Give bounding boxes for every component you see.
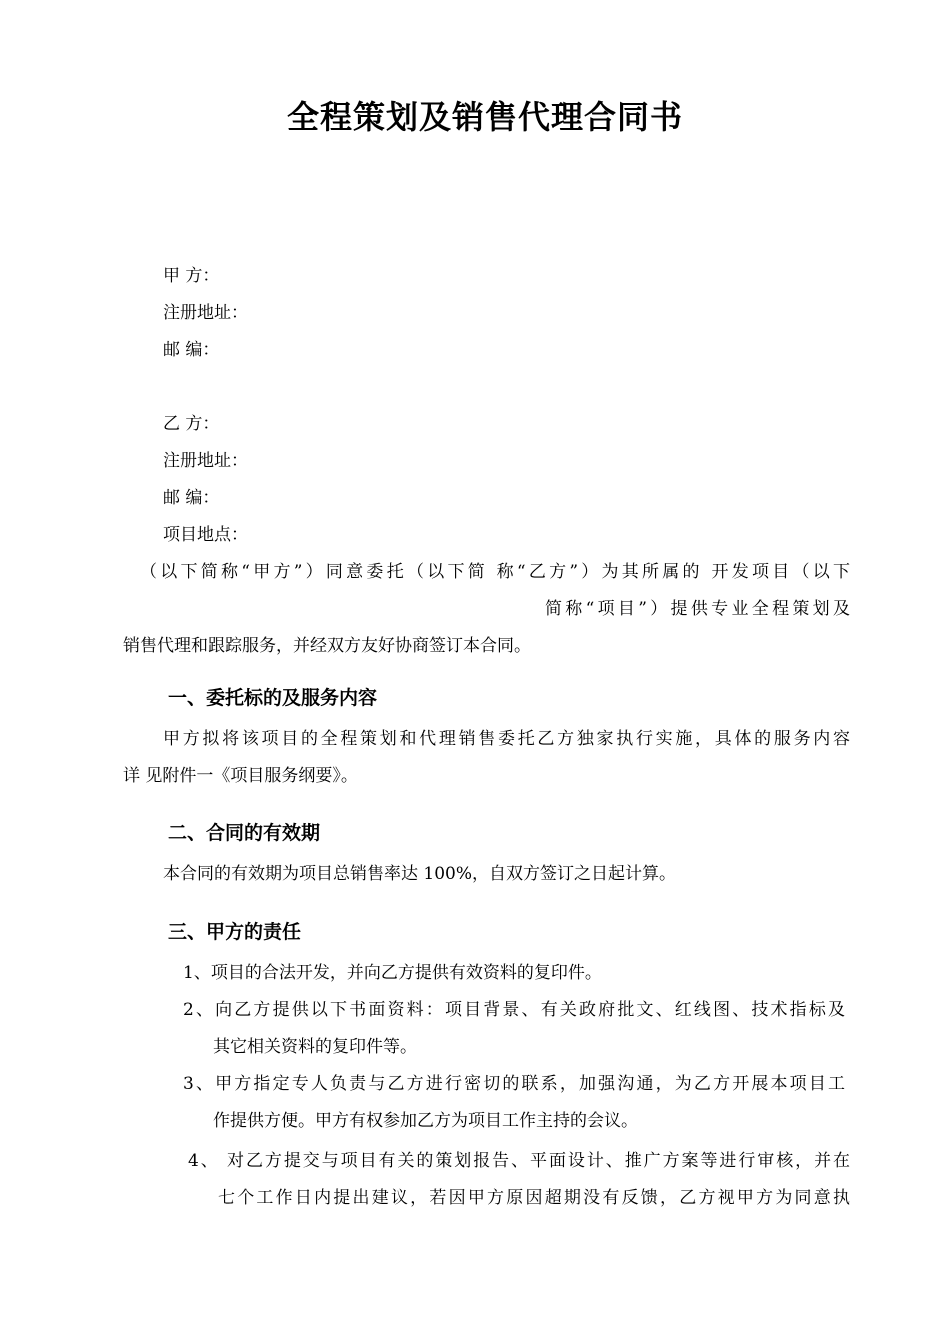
list-item-continuation: 作提供方便。甲方有权参加乙方为项目工作主持的会议。 xyxy=(213,1111,638,1131)
preamble-line: （以下简称“甲方”）同意委托（以下简 称“乙方”）为其所属的 开发项目（以下 xyxy=(140,562,850,582)
section-text: 甲方拟将该项目的全程策划和代理销售委托乙方独家执行实施，具体的服务内容 xyxy=(163,729,850,749)
section-text: 本合同的有效期为项目总销售率达 100%，自双方签订之日起计算。 xyxy=(163,864,677,884)
section-heading: 一、委托标的及服务内容 xyxy=(168,687,378,709)
list-item: 1、项目的合法开发，并向乙方提供有效资料的复印件。 xyxy=(183,963,602,983)
list-item: 4、 对乙方提交与项目有关的策划报告、平面设计、推广方案等进行审核，并在 xyxy=(188,1151,850,1171)
list-item: 3、甲方指定专人负责与乙方进行密切的联系，加强沟通，为乙方开展本项目工 xyxy=(183,1074,845,1094)
party-b-address-label: 注册地址： xyxy=(163,451,248,471)
list-item: 2、向乙方提供以下书面资料：项目背景、有关政府批文、红线图、技术指标及 xyxy=(183,1000,845,1020)
section-heading: 二、合同的有效期 xyxy=(168,822,321,844)
party-a-address-label: 注册地址： xyxy=(163,303,248,323)
section-heading: 三、甲方的责任 xyxy=(168,921,302,943)
preamble-line: 简称“项目”）提供专业全程策划及 xyxy=(545,599,850,619)
section-text: 详 见附件一《项目服务纲要》。 xyxy=(123,766,358,786)
list-item-continuation: 其它相关资料的复印件等。 xyxy=(213,1037,417,1057)
party-b-name-label: 乙 方： xyxy=(163,414,220,434)
party-a-name-label: 甲 方： xyxy=(163,266,220,286)
preamble-line: 销售代理和跟踪服务，并经双方友好协商签订本合同。 xyxy=(123,636,531,656)
document-title: 全程策划及销售代理合同书 xyxy=(286,98,683,136)
project-location-label: 项目地点： xyxy=(163,525,248,545)
party-a-postcode-label: 邮 编： xyxy=(163,340,220,360)
list-item-continuation: 七个工作日内提出建议，若因甲方原因超期没有反馈，乙方视甲方为同意执 xyxy=(218,1188,850,1208)
party-b-postcode-label: 邮 编： xyxy=(163,488,220,508)
